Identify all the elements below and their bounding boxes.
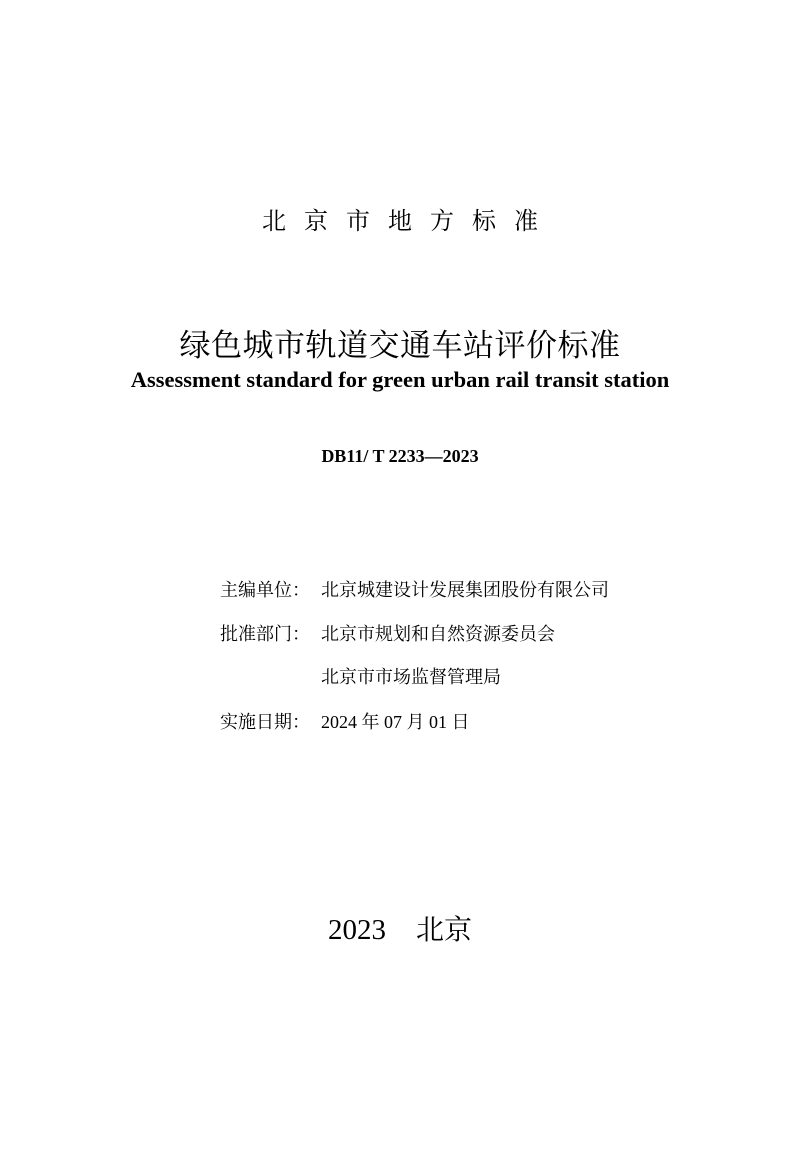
chinese-title: 绿色城市轨道交通车站评价标准 <box>179 328 621 364</box>
approver-label: 批准部门： <box>220 624 310 645</box>
approver-row <box>220 622 740 648</box>
effective-date-label: 实施日期： <box>220 712 310 733</box>
effective-date-value: 2024 年 07 月 01 日 <box>321 712 470 732</box>
publication-year: 2023 <box>327 914 386 946</box>
approver-row-2 <box>321 665 800 691</box>
english-title: Assessment standard for green urban rail transit station <box>130 367 670 392</box>
editor-row <box>220 578 740 604</box>
publication-city: 北京 <box>415 913 472 946</box>
editor-value: 北京城建设计发展集团股份有限公司 <box>321 580 609 601</box>
approver-value-1: 北京市规划和自然资源委员会 <box>321 624 555 645</box>
publication-footer <box>0 910 800 950</box>
standard-code: DB11/ T 2233—2023 <box>321 446 479 466</box>
editor-label: 主编单位： <box>220 580 310 601</box>
standard-type-heading: 北京市地方标准 <box>262 207 556 235</box>
effective-date-row <box>220 709 740 736</box>
approver-value-2: 北京市市场监督管理局 <box>321 667 501 688</box>
